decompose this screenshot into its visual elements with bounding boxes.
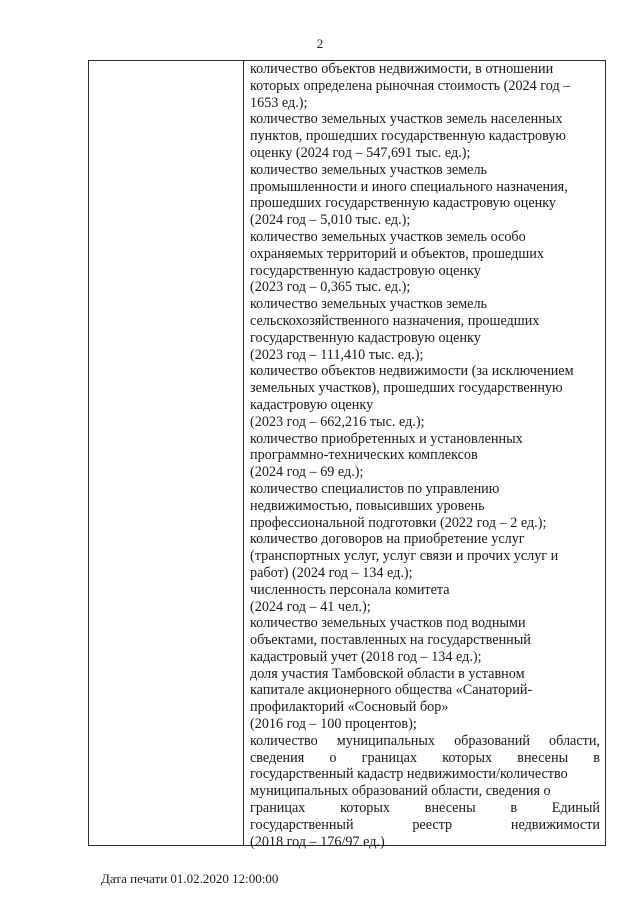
word: реестр <box>412 816 453 833</box>
text-line: капитале акционерного общества «Санаторий- <box>250 682 533 699</box>
document-table <box>88 60 606 850</box>
word: сведения <box>250 749 305 766</box>
word: о <box>329 749 337 766</box>
text-line <box>250 766 600 783</box>
word: недвижимости <box>510 816 600 833</box>
text-line: промышленности и иного специального назначения, <box>250 178 568 195</box>
text-line: (2024 год – 5,010 тыс. ед.); <box>250 212 411 229</box>
text-line: количество земельных участков земель особо <box>250 228 526 245</box>
text-line: профессиональной подготовки (2022 год – 2 ед.); <box>250 514 547 531</box>
text-line: работ) (2024 год – 134 ед.); <box>250 564 413 581</box>
word: области, <box>549 732 600 749</box>
text-line: прошедших государственную кадастровую оценку <box>250 195 557 212</box>
text-line: 1653 ед.); <box>250 94 308 111</box>
text-line: охраняемых территорий и объектов, прошедших <box>250 245 544 262</box>
text-line: государственную кадастровую оценку <box>250 262 481 279</box>
justified-line <box>250 750 600 767</box>
text-line <box>250 783 600 800</box>
text-line: (транспортных услуг, услуг связи и прочих услуг и <box>250 548 559 565</box>
word: государственный <box>250 816 354 833</box>
justified-line <box>250 800 600 817</box>
word: образований <box>454 732 530 749</box>
text-line: (2023 год – 0,365 тыс. ед.); <box>250 279 411 296</box>
text-line: численность персонала комитета <box>250 581 450 598</box>
page-number: 2 <box>316 36 324 51</box>
word: муниципальных образований области, сведения о <box>250 783 551 800</box>
text-line: земельных участков), прошедших государственную <box>250 380 563 397</box>
text-line: количество приобретенных и установленных <box>250 430 523 447</box>
text-line: количество объектов недвижимости (за исключением <box>250 363 574 380</box>
word: количество <box>250 732 318 749</box>
text-line: количество земельных участков под водными <box>250 615 526 632</box>
text-line: кадастровый учет (2018 год – 134 ед.); <box>250 648 482 665</box>
justified-line <box>250 733 600 750</box>
word: внесены <box>517 749 569 766</box>
text-line: программно-технических комплексов <box>250 447 478 464</box>
word: (2018 год – 176/97 ед.) <box>250 833 385 850</box>
text-line: (2016 год – 100 процентов); <box>250 716 417 733</box>
text-line: количество земельных участков земель <box>250 296 488 313</box>
text-line: (2023 год – 111,410 тыс. ед.); <box>250 346 424 363</box>
indicators-cell <box>250 61 600 850</box>
word: которых <box>340 800 391 817</box>
word: Единый <box>551 800 600 817</box>
word: границах <box>361 749 418 766</box>
word: границах <box>250 800 306 817</box>
word: муниципальных <box>336 732 436 749</box>
text-line: доля участия Тамбовской области в уставном <box>250 665 525 682</box>
text-line: (2024 год – 41 чел.); <box>250 598 371 615</box>
text-line: которых определена рыночная стоимость (2024 год – <box>250 77 571 94</box>
text-line: (2024 год – 69 ед.); <box>250 464 364 481</box>
print-date-footer: Дата печати 01.02.2020 12:00:00 <box>101 871 279 886</box>
word: которых <box>442 749 493 766</box>
word: в <box>593 749 600 766</box>
text-line: пунктов, прошедших государственную кадастровую <box>250 128 566 145</box>
text-line: кадастровую оценку <box>250 396 374 413</box>
justified-line <box>250 817 600 834</box>
text-line: сельскохозяйственного назначения, прошедших <box>250 312 540 329</box>
text-line: количество земельных участков земель населенных <box>250 111 563 128</box>
text-line: количество договоров на приобретение услуг <box>250 531 525 548</box>
word: в <box>510 800 518 817</box>
text-line: профилакторий «Сосновый бор» <box>250 699 449 716</box>
text-line: количество специалистов по управлению <box>250 480 500 497</box>
text-line: государственную кадастровую оценку <box>250 329 481 346</box>
text-line: недвижимостью, повысивших уровень <box>250 497 485 514</box>
text-line: количество объектов недвижимости, в отношении <box>250 61 554 77</box>
text-line: количество земельных участков земель <box>250 161 488 178</box>
word: государственный кадастр недвижимости/количество <box>250 766 568 783</box>
text-line <box>250 834 600 851</box>
column-divider <box>243 61 244 845</box>
text-line: (2023 год – 662,216 тыс. ед.); <box>250 413 425 430</box>
word: внесены <box>424 800 476 817</box>
text-line: объектами, поставленных на государственный <box>250 632 531 649</box>
text-line: оценку (2024 год – 547,691 тыс. ед.); <box>250 144 471 161</box>
